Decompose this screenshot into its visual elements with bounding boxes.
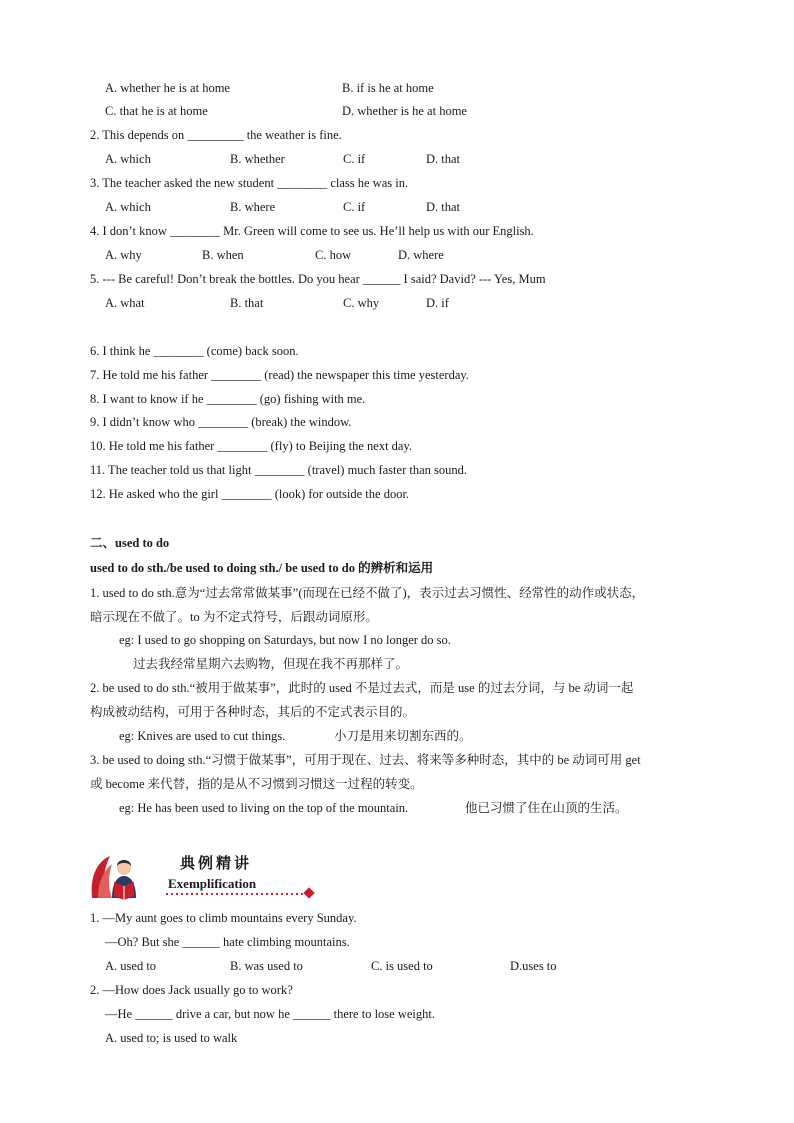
fill-question-8: 8. I want to know if he ________ (go) fishing with me.: [90, 392, 366, 406]
section-subheading: used to do sth./be used to doing sth./ be used to do 的辨析和运用: [90, 561, 434, 575]
example-question-1-option-c: C. is used to: [371, 959, 433, 973]
example-question-2-line-2: —He ______ drive a car, but now he ______ there to lose weight.: [105, 1007, 435, 1021]
example-3-chinese: 他已习惯了住在山顶的生活。: [465, 800, 628, 815]
example-question-1-option-b: B. was used to: [230, 959, 303, 973]
q3-option-a: A. which: [105, 200, 151, 214]
q1-option-c: C. that he is at home: [105, 104, 208, 118]
banner-title-chinese: 典例精讲: [180, 854, 253, 872]
q3-option-b: B. where: [230, 200, 276, 214]
q5-option-a: A. what: [105, 296, 145, 310]
q1-option-d: D. whether is he at home: [342, 104, 467, 118]
example-question-1-option-a: A. used to: [105, 959, 157, 973]
example-2-english: eg: Knives are used to cut things.: [119, 729, 286, 743]
example-question-2-line-1: 2. —How does Jack usually go to work?: [90, 983, 293, 997]
banner-title-english: Exemplification: [168, 876, 257, 891]
q5-option-b: B. that: [230, 296, 264, 310]
example-1-chinese: 过去我经常星期六去购物，但现在我不再那样了。: [133, 656, 409, 671]
point-3-line-2: 或 become 来代替，指的是从不习惯到习惯这一过程的转变。: [90, 777, 423, 791]
example-3-english: eg: He has been used to living on the top of the mountain.: [119, 801, 409, 815]
fill-question-7: 7. He told me his father ________ (read) the newspaper this time yesterday.: [90, 368, 469, 382]
q5-stem: 5. --- Be careful! Don’t break the bottles. Do you hear ______ I said? David? --- Yes, Mum: [90, 272, 546, 286]
q4-option-c: C. how: [315, 248, 352, 262]
q2-option-d: D. that: [426, 152, 461, 166]
q4-option-a: A. why: [105, 248, 142, 262]
fill-question-10: 10. He told me his father ________ (fly) to Beijing the next day.: [90, 439, 413, 453]
point-1-line-2: 暗示现在不做了。to 为不定式符号，后跟动词原形。: [90, 610, 378, 624]
q2-option-b: B. whether: [230, 152, 285, 166]
q5-option-c: C. why: [343, 296, 380, 310]
q1-option-a: A. whether he is at home: [105, 81, 230, 95]
q4-stem: 4. I don’t know ________ Mr. Green will come to see us. He’ll help us with our English.: [90, 224, 534, 238]
exemplification-banner: [88, 848, 328, 904]
q5-option-d: D. if: [426, 296, 449, 310]
point-1-line-1: 1. used to do sth.意为“过去常常做某事”(而现在已经不做了)，表示过去习惯性、经常性的动作或状态，: [90, 586, 645, 600]
q2-stem: 2. This depends on _________ the weather is fine.: [90, 128, 342, 142]
q3-option-d: D. that: [426, 200, 461, 214]
q3-option-c: C. if: [343, 200, 366, 214]
example-question-1-option-d: D.uses to: [510, 959, 557, 973]
example-2-chinese: 小刀是用来切割东西的。: [334, 728, 472, 743]
example-1-english: eg: I used to go shopping on Saturdays, but now I no longer do so.: [119, 633, 451, 647]
fill-question-11: 11. The teacher told us that light ________ (travel) much faster than sound.: [90, 463, 467, 477]
fill-question-6: 6. I think he ________ (come) back soon.: [90, 344, 299, 358]
q4-option-d: D. where: [398, 248, 444, 262]
section-heading: 二、used to do: [90, 536, 170, 550]
fill-question-9: 9. I didn’t know who ________ (break) the window.: [90, 415, 352, 429]
q2-option-c: C. if: [343, 152, 366, 166]
example-question-1-line-1: 1. —My aunt goes to climb mountains every Sunday.: [90, 911, 357, 925]
point-3-line-1: 3. be used to doing sth.“习惯于做某事”，可用于现在、过去、将来等多种时态，其中的 be 动词可用 get: [90, 753, 641, 767]
point-2-line-2: 构成被动结构，可用于各种时态，其后的不定式表示目的。: [90, 705, 416, 719]
q3-stem: 3. The teacher asked the new student ________ class he was in.: [90, 176, 409, 190]
fill-question-12: 12. He asked who the girl ________ (look) for outside the door.: [90, 487, 410, 501]
q2-option-a: A. which: [105, 152, 151, 166]
example-question-1-line-2: —Oh? But she ______ hate climbing mountains.: [105, 935, 350, 949]
point-2-line-1: 2. be used to do sth.“被用于做某事”，此时的 used 不是过去式，而是 use 的过去分词，与 be 动词一起: [90, 681, 634, 695]
q1-option-b: B. if is he at home: [342, 81, 434, 95]
q4-option-b: B. when: [202, 248, 244, 262]
example-question-2-option-a: A. used to; is used to walk: [105, 1031, 238, 1045]
